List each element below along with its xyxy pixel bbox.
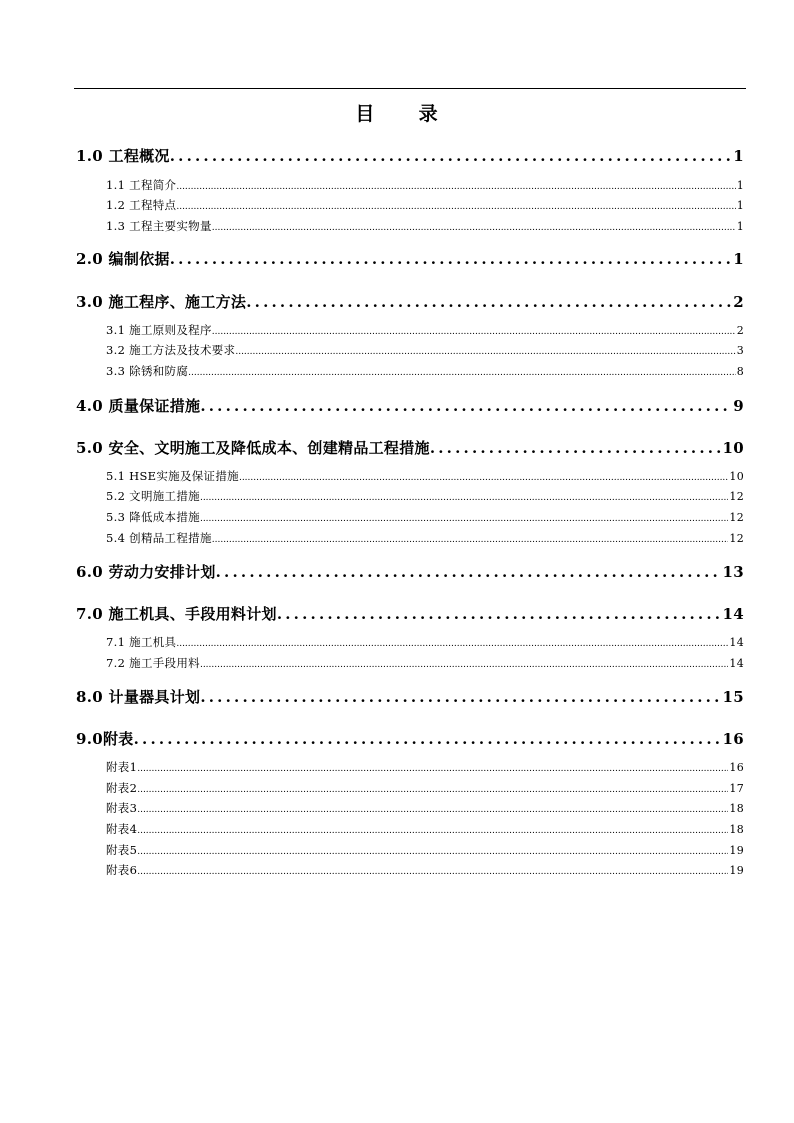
- toc-entry-page-number: 14: [729, 657, 744, 670]
- toc-dot-leader: [200, 514, 728, 524]
- toc-entry-section[interactable]: [106, 634, 744, 650]
- toc-entry-chapter[interactable]: [76, 603, 744, 624]
- toc-entry-chapter[interactable]: [76, 437, 744, 458]
- toc-entry-page-number: 12: [729, 490, 744, 503]
- toc-entry-chapter[interactable]: [76, 686, 744, 707]
- toc-entry-section[interactable]: [106, 530, 744, 546]
- toc-entry-label: 8.0 计量器具计划: [76, 688, 201, 706]
- toc-dot-leader: [212, 223, 736, 233]
- toc-entry-page-number: 1: [736, 179, 744, 192]
- toc-dot-leader: [200, 660, 728, 670]
- toc-entry-label: 1.1 工程简介: [106, 178, 177, 192]
- toc-entry-label: 1.3 工程主要实物量: [106, 219, 212, 233]
- toc-entry-chapter[interactable]: [76, 291, 744, 312]
- toc-dot-leader: [277, 605, 721, 623]
- toc-entry-label: 7.1 施工机具: [106, 635, 177, 649]
- toc-dot-leader: [137, 764, 728, 774]
- toc-entry-page-number: 1: [736, 220, 744, 233]
- toc-entry-label: 3.2 施工方法及技术要求: [106, 343, 236, 357]
- toc-dot-leader: [246, 293, 731, 311]
- toc-entry-page-number: 14: [729, 636, 744, 649]
- toc-entry-section[interactable]: [106, 842, 744, 858]
- toc-entry-label: 5.1 HSE实施及保证措施: [106, 469, 239, 483]
- toc-entry-section[interactable]: [106, 177, 744, 193]
- toc-dot-leader: [137, 867, 728, 877]
- toc-entry-label: 9.0附表: [76, 730, 134, 748]
- toc-entry-section[interactable]: [106, 759, 744, 775]
- toc-entry-page-number: 13: [722, 563, 744, 581]
- toc-entry-chapter[interactable]: [76, 728, 744, 749]
- toc-dot-leader: [188, 368, 736, 378]
- toc-entry-label: 3.0 施工程序、施工方法: [76, 293, 247, 311]
- toc-entry-page-number: 18: [729, 802, 744, 815]
- toc-dot-leader: [430, 439, 721, 457]
- toc-entry-page-number: 2: [736, 324, 744, 337]
- toc-entry-page-number: 8: [736, 365, 744, 378]
- toc-entry-page-number: 12: [729, 511, 744, 524]
- toc-entry-label: 7.0 施工机具、手段用料计划: [76, 605, 277, 623]
- toc-entry-page-number: 12: [729, 532, 744, 545]
- toc-dot-leader: [200, 688, 720, 706]
- toc-entry-page-number: 17: [729, 782, 744, 795]
- toc-dot-leader: [137, 785, 728, 795]
- toc-entry-label: 附表3: [106, 801, 138, 815]
- toc-entry-page-number: 1: [733, 250, 744, 268]
- toc-entry-section[interactable]: [106, 655, 744, 671]
- toc-entry-section[interactable]: [106, 322, 744, 338]
- toc-entry-page-number: 10: [729, 470, 744, 483]
- toc-entry-chapter[interactable]: [76, 145, 744, 166]
- toc-dot-leader: [239, 473, 728, 483]
- toc-entry-label: 4.0 质量保证措施: [76, 397, 201, 415]
- toc-entry-page-number: 19: [729, 864, 744, 877]
- toc-dot-leader: [176, 202, 735, 212]
- toc-entry-chapter[interactable]: [76, 395, 744, 416]
- toc-entry-section[interactable]: [106, 821, 744, 837]
- toc-entry-label: 5.3 降低成本措施: [106, 510, 200, 524]
- toc-dot-leader: [212, 327, 736, 337]
- toc-entry-label: 6.0 劳动力安排计划: [76, 563, 216, 581]
- toc-entry-section[interactable]: [106, 363, 744, 379]
- toc-entry-section[interactable]: [106, 862, 744, 878]
- toc-entry-label: 7.2 施工手段用料: [106, 656, 200, 670]
- toc-entry-label: 1.0 工程概况: [76, 147, 170, 165]
- toc-entry-section[interactable]: [106, 197, 744, 213]
- toc-entry-page-number: 14: [722, 605, 744, 623]
- title-char-2: 录: [418, 103, 439, 125]
- toc-entry-page-number: 3: [736, 344, 744, 357]
- toc-entry-chapter[interactable]: [76, 248, 744, 269]
- toc-dot-leader: [134, 730, 721, 748]
- toc-dot-leader: [200, 397, 731, 415]
- toc-entry-section[interactable]: [106, 468, 744, 484]
- toc-entry-label: 附表2: [106, 781, 138, 795]
- toc-entry-section[interactable]: [106, 488, 744, 504]
- title-char-1: 目: [355, 103, 376, 125]
- toc-entry-section[interactable]: [106, 509, 744, 525]
- toc-entry-page-number: 19: [729, 844, 744, 857]
- toc-dot-leader: [170, 147, 732, 165]
- toc-entry-page-number: 15: [722, 688, 744, 706]
- toc-dot-leader: [137, 826, 728, 836]
- toc-entry-page-number: 9: [733, 397, 744, 415]
- toc-entry-label: 附表5: [106, 843, 138, 857]
- toc-entry-label: 附表1: [106, 760, 138, 774]
- toc-entry-label: 5.0 安全、文明施工及降低成本、创建精品工程措施: [76, 439, 430, 457]
- toc-dot-leader: [176, 639, 728, 649]
- toc-entry-page-number: 2: [733, 293, 744, 311]
- toc-dot-leader: [235, 347, 735, 357]
- header-rule: [74, 88, 746, 89]
- toc-dot-leader: [200, 493, 728, 503]
- toc-dot-leader: [170, 250, 732, 268]
- toc-entry-label: 3.3 除锈和防腐: [106, 364, 189, 378]
- toc-dot-leader: [176, 182, 735, 192]
- toc-entry-chapter[interactable]: [76, 561, 744, 582]
- toc-entry-label: 附表4: [106, 822, 138, 836]
- toc-entry-page-number: 1: [736, 199, 744, 212]
- toc-entry-label: 附表6: [106, 863, 138, 877]
- toc-entry-section[interactable]: [106, 800, 744, 816]
- toc-entry-label: 3.1 施工原则及程序: [106, 323, 212, 337]
- toc-dot-leader: [216, 563, 721, 581]
- toc-entry-section[interactable]: [106, 780, 744, 796]
- toc-entry-label: 1.2 工程特点: [106, 198, 177, 212]
- toc-dot-leader: [212, 535, 729, 545]
- page-title: [0, 99, 794, 126]
- toc-entry-section[interactable]: [106, 218, 744, 234]
- toc-entry-page-number: 10: [722, 439, 744, 457]
- toc-dot-leader: [137, 805, 728, 815]
- toc-entry-page-number: 16: [729, 761, 744, 774]
- toc-entry-page-number: 18: [729, 823, 744, 836]
- toc-entry-label: 5.4 创精品工程措施: [106, 531, 212, 545]
- toc-entry-label: 5.2 文明施工措施: [106, 489, 200, 503]
- toc-entry-label: 2.0 编制依据: [76, 250, 170, 268]
- toc-entry-page-number: 1: [733, 147, 744, 165]
- toc-entry-section[interactable]: [106, 342, 744, 358]
- toc-entry-page-number: 16: [722, 730, 744, 748]
- toc-dot-leader: [137, 847, 728, 857]
